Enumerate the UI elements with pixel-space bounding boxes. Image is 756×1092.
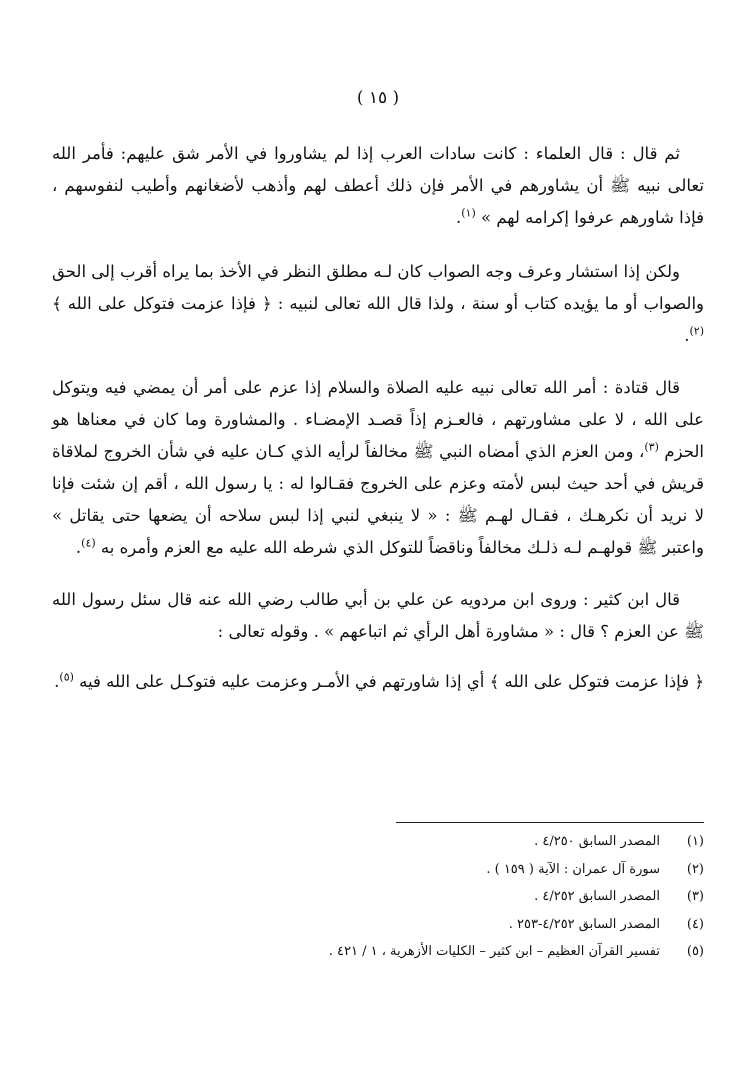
footnote-text: تفسير القرآن العظيم – ابن كثير – الكليات الأزهرية ، ١ / ٤٢١ .: [328, 944, 660, 959]
footnote-item: [52, 883, 704, 911]
footnote-number: (٣): [686, 889, 704, 904]
footnote-number: (٤): [686, 916, 704, 932]
footnote-divider: [396, 822, 704, 823]
footnote-item: [52, 911, 704, 939]
main-text: [52, 138, 704, 698]
paragraph: [52, 666, 704, 698]
paragraph-text: قال ابن كثير : وروى ابن مردويه عن علي بن أبي طالب رضي الله عنه قال سئل رسول الله ﷺ عن العزم ؟ قال : « مشاورة أهل الرأي ثم اتباعهم » . وقوله تعالى :: [52, 590, 704, 641]
footnote-item: [52, 938, 704, 966]
paragraph-text: ولكن إذا استشار وعرف وجه الصواب كان لـه مطلق النظر في الأخذ بما يراه أقرب إلى الحق والصواب أو ما يؤيده كتاب أو سنة ، ولذا قال الله تعالى لنبيه : ﴿ فإذا عزمت فتوكل على الله ﴾: [52, 262, 704, 313]
footnote-ref[interactable]: (٢): [689, 324, 704, 338]
paragraph: [52, 372, 704, 564]
footnote-number: (٥): [686, 944, 704, 959]
footnote-ref[interactable]: (٣): [644, 440, 659, 454]
footnote-text: المصدر السابق ٤/٢٥٠ .: [534, 834, 660, 849]
paragraph-text: ثم قال : قال العلماء : كانت سادات العرب إذا لم يشاوروا في الأمر شق عليهم: فأمر الله تعالى نبيه ﷺ أن يشاورهم في الأمر فإن ذلك أعطف لهم وأذهب لأضغانهم وأطيب لنفوسهم ، فإذا شاورهم عرفوا إكرامه لهم »: [52, 144, 704, 227]
footnote-text: سورة آل عمران : الآية ( ١٥٩ ) .: [486, 861, 660, 877]
paragraph: [52, 138, 704, 234]
paragraph-tail: .: [684, 326, 690, 345]
footnote-ref[interactable]: (٤): [81, 536, 96, 550]
paragraph-text: ﴿ فإذا عزمت فتوكل على الله ﴾ أي إذا شاورتهم في الأمـر وعزمت عليه فتوكـل على الله فيه: [73, 672, 704, 691]
footnote-number: (٢): [686, 861, 704, 877]
footnote-ref[interactable]: (١): [461, 206, 476, 220]
paragraph: [52, 584, 704, 648]
footnote-item: [52, 856, 704, 884]
footnote-number: (١): [686, 834, 704, 849]
footnote-text: المصدر السابق ٤/٢٥٢ .: [534, 889, 660, 904]
paragraph-tail: .: [455, 208, 462, 227]
footnote-item: [52, 828, 704, 856]
paragraph-tail: .: [54, 672, 60, 691]
paragraph-text: قال قتادة : أمر الله تعالى نبيه عليه الصلاة والسلام إذا عزم على أمر أن يمضي فيه ويتوكل على الله ، لا على مشاورتهم ، فالعـزم إذاً قصـد الإمضـاء . والمشاورة وما كان في معناها هو الحزم: [52, 378, 704, 461]
paragraph: [52, 256, 704, 352]
paragraph-text-continued: ، ومن العزم الذي أمضاه النبي ﷺ مخالفاً لرأيه الذي كـان عليه في شأن الخروج لملاقاة قريش في أحد حيث لبس لأمته وعزم على الخروج فقـالوا له : يا رسول الله ، أقم إن شئت فإنا لا نريد أن نكرهـك ، فقـال لهـم ﷺ : « لا ينبغي لنبي إذا لبس سلاحه أن يضعها حتى يقاتل » واعتبر ﷺ قولهـم لـه ذلـك مخالفاً وناقضاً للتوكل الذي شرطه الله عليه مع العزم وأمره به: [52, 442, 704, 557]
paragraph-tail: .: [75, 538, 82, 557]
footnote-text: المصدر السابق ٤/٢٥٢-٢٥٣ .: [508, 916, 660, 932]
footnotes-list: [52, 828, 704, 966]
footnote-ref[interactable]: (٥): [59, 670, 74, 684]
page-number: ( ١٥ ): [356, 88, 400, 108]
